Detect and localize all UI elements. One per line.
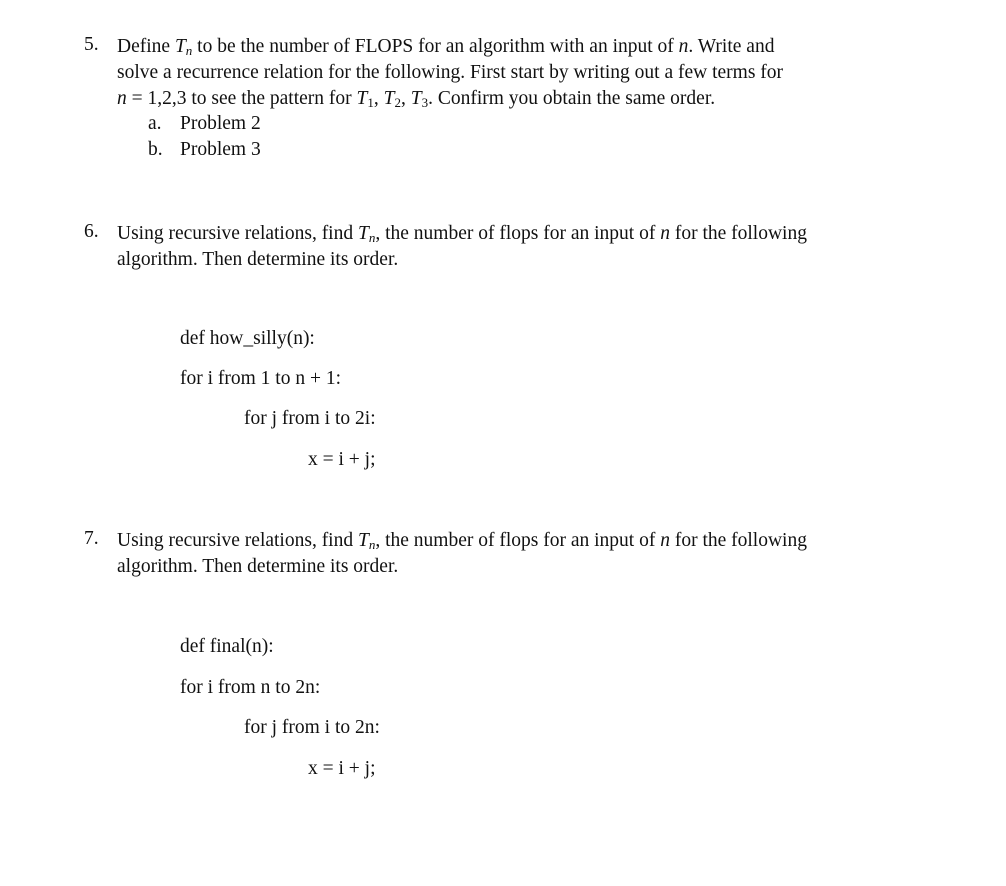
question-text-line: Define $T_n$ to be the number of FLOPS for an algorithm with an input of n. Write and: [117, 36, 775, 58]
question-text-line: algorithm. Then determine its order.: [117, 249, 399, 270]
question-number: 7.: [84, 528, 99, 549]
code-line: for i from n to 2n:: [180, 677, 321, 698]
question-text-line: Using recursive relations, find $T_n$, the number of flops for an input of n for the following: [117, 223, 807, 245]
code-line: x = i + j;: [308, 758, 376, 779]
code-line: def final(n):: [180, 636, 274, 657]
question-number: 6.: [84, 221, 99, 242]
question-text-line: n = 1,2,3 to see the pattern for $T_1$, $T_2$, $T_3$. Confirm you obtain the same order.: [117, 88, 716, 110]
sub-item-label: a.: [148, 113, 162, 134]
code-line: for j from i to 2i:: [244, 408, 376, 429]
code-line: for i from 1 to n + 1:: [180, 368, 342, 389]
question-text-line: solve a recurrence relation for the following. First start by writing out a few terms for: [117, 62, 784, 83]
code-line: def how_silly(n):: [180, 328, 315, 349]
sub-item-text: Problem 2: [180, 113, 261, 134]
sub-item-label: b.: [148, 139, 163, 160]
question-text-line: Using recursive relations, find $T_n$, the number of flops for an input of n for the following: [117, 530, 807, 552]
question-text-line: algorithm. Then determine its order.: [117, 556, 399, 577]
code-line: for j from i to 2n:: [244, 717, 380, 738]
question-number: 5.: [84, 34, 99, 55]
code-line: x = i + j;: [308, 449, 376, 470]
sub-item-text: Problem 3: [180, 139, 261, 160]
